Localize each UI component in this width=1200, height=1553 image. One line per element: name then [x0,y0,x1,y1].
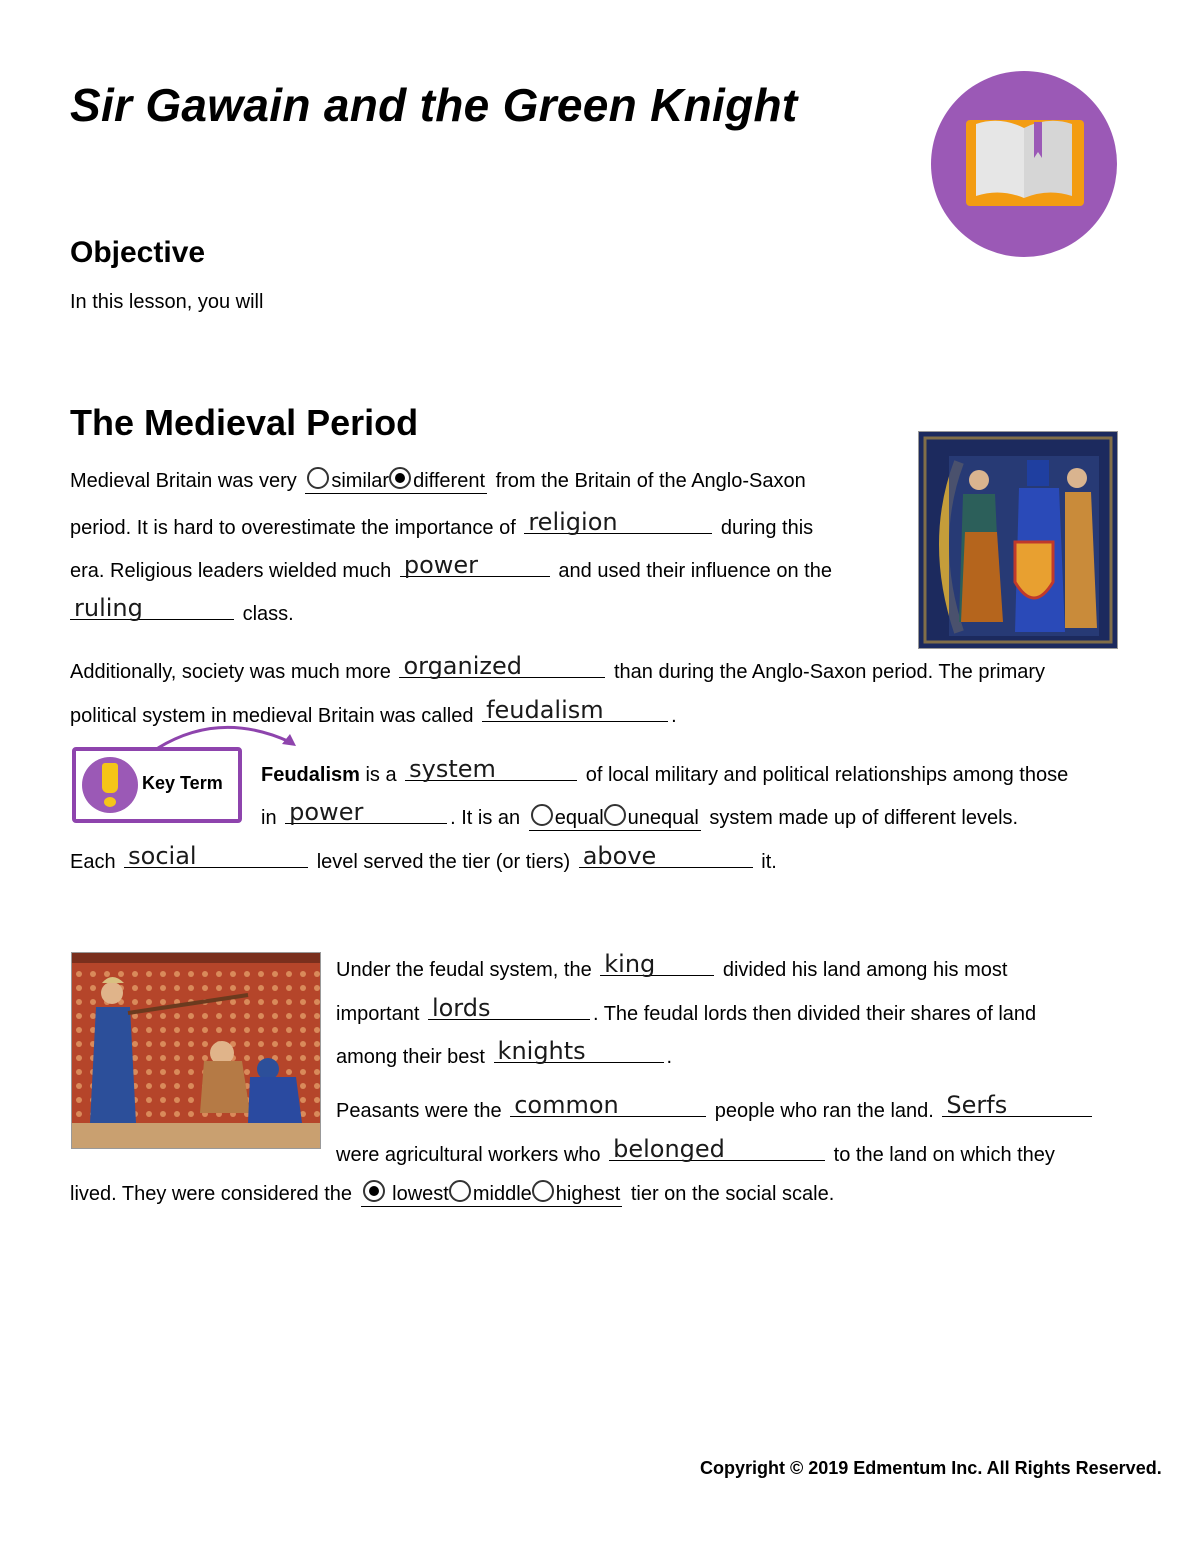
similar-different-choice[interactable]: similar different [305,467,487,494]
keyterm-line3: Each social level served the tier (or tiers) above it. [70,842,777,873]
serfs-blank[interactable]: Serfs [942,1094,1092,1117]
p1-line1: Medieval Britain was very similar different from the Britain of the Anglo-Saxon [70,467,806,494]
power-blank-2[interactable]: power [285,801,447,824]
system-blank[interactable]: system [405,758,577,781]
radio-unequal[interactable] [604,804,626,826]
radio-lowest[interactable] [363,1180,385,1202]
p2-line2: political system in medieval Britain was called feudalism . [70,696,677,727]
copyright-footer: Copyright © 2019 Edmentum Inc. All Rights Reserved. [700,1458,1162,1478]
belonged-blank[interactable]: belonged [609,1138,825,1161]
key-term-label: Key Term [142,773,223,793]
p1-line2: period. It is hard to overestimate the importance of religion during this [70,508,814,539]
power-blank[interactable]: power [400,554,550,577]
lords-blank[interactable]: lords [428,997,590,1020]
common-blank[interactable]: common [510,1094,706,1117]
p3-line2: important lords . The feudal lords then divided their shares of land [336,994,1037,1025]
social-blank[interactable]: social [124,845,308,868]
page-title: Sir Gawain and the Green Knight [70,79,798,131]
radio-highest[interactable] [532,1180,554,1202]
p1-line3: era. Religious leaders wielded much power and used their influence on the [70,551,832,582]
key-term-box [72,747,242,823]
keyterm-line1: Feudalism is a system of local military and political relationships among those [261,755,1069,786]
objective-heading: Objective [70,236,206,269]
knights-blank[interactable]: knights [494,1040,664,1063]
book-icon [930,70,1118,258]
organized-blank[interactable]: organized [399,655,605,678]
tier-choice[interactable]: lowest middle highest [361,1180,623,1207]
feudalism-blank[interactable]: feudalism [482,699,668,722]
exclamation-icon [82,757,138,813]
p3-line5: were agricultural workers who belonged to the land on which they [336,1135,1055,1166]
medieval-peasants-image [71,952,321,1149]
p3-line3: among their best knights . [336,1037,673,1068]
radio-similar[interactable] [307,467,329,489]
religion-blank[interactable]: religion [524,511,712,534]
keyterm-line2: in power . It is an equal unequal system made up of different levels. [261,798,1019,829]
p3-line4: Peasants were the common people who ran the land. Serfs [336,1094,1095,1123]
above-blank[interactable]: above [579,845,753,868]
king-blank[interactable]: king [600,953,714,976]
radio-different[interactable] [389,467,411,489]
radio-middle[interactable] [449,1180,471,1202]
ruling-blank[interactable]: ruling [70,597,234,620]
equal-unequal-choice[interactable]: equal unequal [529,804,701,831]
p1-line4: ruling class. [67,597,294,626]
p3-line6: lived. They were considered the lowest middle highest tier on the social scale. [70,1180,834,1207]
radio-equal[interactable] [531,804,553,826]
objective-text: In this lesson, you will [70,291,264,313]
p2-line1: Additionally, society was much more organized than during the Anglo-Saxon period. The primary [70,652,1046,683]
medieval-knights-image [918,431,1118,649]
section-heading: The Medieval Period [70,402,419,443]
p3-line1: Under the feudal system, the king divided his land among his most [336,950,1008,981]
